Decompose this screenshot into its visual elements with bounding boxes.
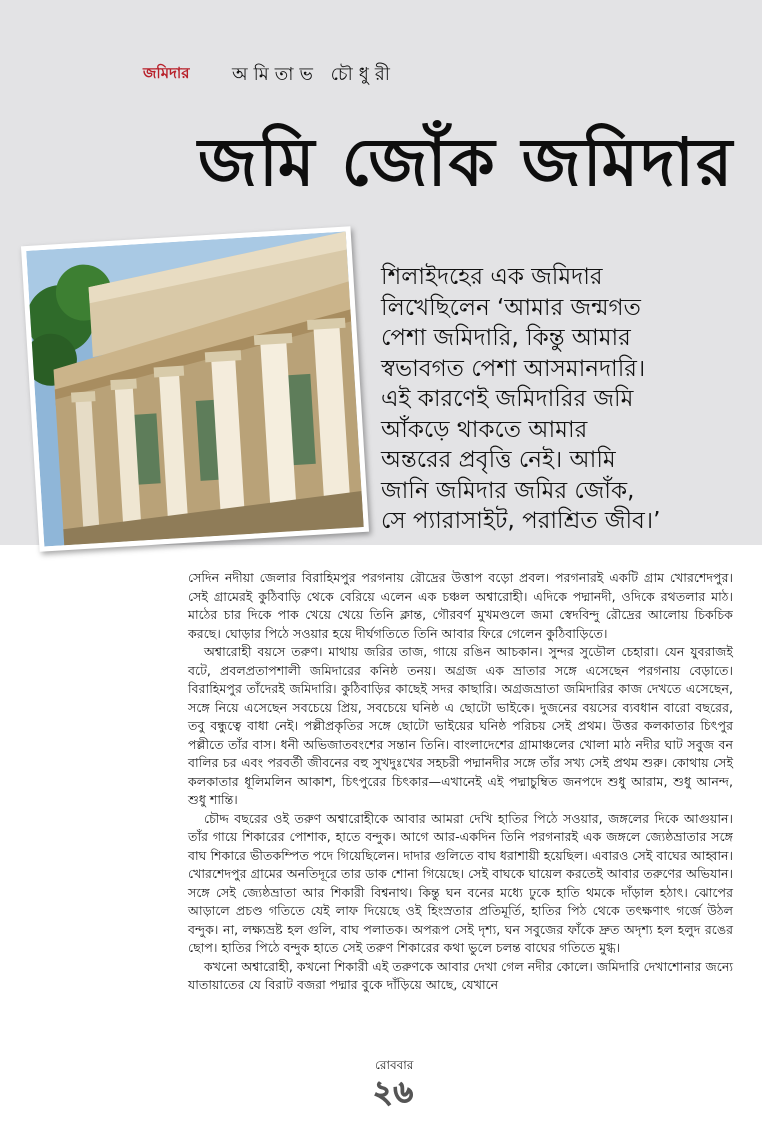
author-name: অমিতাভ চৌধুরী <box>232 64 396 85</box>
body-paragraph: অশ্বারোহী বয়সে তরুণ। মাথায় জরির তাজ, গায়ে রঙিন আচকান। সুন্দর সুডৌল চেহারা। যেন যুবরাজই বটে, প্রবলপ্রতাপশালী জমিদারের কনিষ্ঠ তনয়। অগ্রজ এক ভ্রাতার সঙ্গে এসেছেন পরগনায় বেড়াতে। বিরাহিমপুর তাঁদেরই জমিদারি। কুঠিবাড়ির কাছেই সদর কাছারি। অগ্রজভ্রাতা জমিদারির কাজ দেখতে এসেছেন, সঙ্গে নিয়ে এসেছেন সবচেয়ে প্রিয়, সবচেয়ে ঘনিষ্ঠ এ ছোটো ভাইকে। দুজনের বয়সের ব্যবধান বারো বছরের, তবু বন্ধুত্বে বাধা নেই। পল্লীপ্রকৃতির সঙ্গে ছোটো ভাইয়ের ঘনিষ্ঠ পরিচয় সেই প্রথম। উত্তর কলকাতার চিৎপুর পল্লীতে তাঁর বাস। ধনী অভিজাতবংশের সন্তান তিনি। বাংলাদেশের গ্রামাঞ্চলের খোলা মাঠ নদীর ঘাট সবুজ বন বালির চর এবং পরবর্তী জীবনের বহু সুখদুঃখের সহচরী পদ্মানদীর সঙ্গে তাঁর সখ্য সেই প্রথম শুরু। কোথায় সেই কলকাতার ধূলিমলিন আকাশ, চিৎপুরের চিৎকার—এখানেই এই পদ্মাচুম্বিত জনপদে শুধু আরাম, শুধু আনন্দ, শুধু শান্তি। <box>188 644 733 807</box>
pull-quote <box>381 262 753 537</box>
article-headline: জমি জোঁক জমিদার <box>198 124 735 201</box>
pull-quote-line: শিলাইদহের এক জমিদার <box>381 264 603 290</box>
pull-quote-line: এই কারণেই জমিদারির জমি <box>381 386 634 412</box>
zamindar-house-photo <box>21 226 369 552</box>
footer-day-label: রোববার <box>375 1058 414 1072</box>
pull-quote-line: আঁকড়ে থাকতে আমার <box>381 416 588 443</box>
pull-quote-line: পেশা জমিদারি, কিন্তু আমার <box>381 325 631 351</box>
pull-quote-line: সে প্যারাসাইট, পরাশ্রিত জীব।’ <box>381 508 661 534</box>
pull-quote-line: অন্তরের প্রবৃত্তি নেই। আমি <box>381 447 616 473</box>
section-tag: জমিদার <box>143 64 190 82</box>
pull-quote-line: স্বভাবগত পেশা আসমানদারি। <box>381 355 646 382</box>
page-number: ২৬ <box>373 1075 415 1110</box>
body-paragraph: চৌদ্দ বছরের ওই তরুণ অশ্বারোহীকে আবার আমরা দেখি হাতির পিঠে সওয়ার, জঙ্গলের দিকে আগুয়ান। তাঁর গায়ে শিকারের পোশাক, হাতে বন্দুক। আগে আর-একদিন তিনি পরগনারই এক জঙ্গলে জ্যেষ্ঠভ্রাতার সঙ্গে বাঘ শিকারে ভীতকম্পিত পদে গিয়েছিলেন। দাদার গুলিতে বাঘ ধরাশায়ী হয়েছিল। এবারও সেই বাঘের আহ্বান। খোরশেদপুর গ্রামের অনতিদূরে তার ডাক শোনা গিয়েছে। সেই বাঘকে ঘায়েল করতেই আবার তরুণের অভিযান। সঙ্গে সেই জ্যেষ্ঠভ্রাতা আর শিকারী বিশ্বনাথ। কিন্তু ঘন বনের মধ্যে ঢুকে হাতি থমকে দাঁড়াল হঠাৎ। ঝোপের আড়ালে প্রচণ্ড গতিতে যেই লাফ দিয়েছে ওই হিংস্রতার প্রতিমূর্তি, হাতির পিঠ থেকে তৎক্ষণাৎ গর্জে উঠল বন্দুক। না, লক্ষ্যভ্রষ্ট হল গুলি, বাঘ পলাতক। অপরূপ সেই দৃশ্য, ঘন সবুজের ফাঁকে দ্রুত অদৃশ্য হল হলুদ রঙের ছোপ। হাতির পিঠে বন্দুক হাতে সেই তরুণ শিকারের কথা ভুলে চলন্ত বাঘের গতিতে মুগ্ধ। <box>188 810 733 955</box>
building-illustration <box>26 232 363 547</box>
pull-quote-line: জানি জমিদার জমির জোঁক, <box>381 477 635 504</box>
pull-quote-line: লিখেছিলেন ‘আমার জন্মগত <box>381 294 641 321</box>
body-paragraph: সেদিন নদীয়া জেলার বিরাহিমপুর পরগনায় রৌদ্রের উত্তাপ বড়ো প্রবল। পরগনারই একটি গ্রাম খোরশেদপুর। সেই গ্রামেরই কুঠিবাড়ি থেকে বেরিয়ে এলেন এক চঞ্চল অশ্বারোহী। এদিকে পদ্মানদী, ওদিকে রথতলার মাঠ। মাঠের চার দিকে পাক খেয়ে খেয়ে তিনি ক্লান্ত, গৌরবর্ণ মুখমণ্ডলে জমা স্বেদবিন্দু রৌদ্রের আলোয় চিকচিক করছে। ঘোড়ার পিঠে সওয়ার হয়ে দীর্ঘগতিতে তিনি আবার ফিরে গেলেন কুঠিবাড়িতে। <box>188 570 733 641</box>
article-body <box>188 569 733 995</box>
body-paragraph: কখনো অশ্বারোহী, কখনো শিকারী এই তরুণকে আবার দেখা গেল নদীর কোলে। জমিদারি দেখাশোনার জন্যে যাতায়াতের যে বিরাট বজরা পদ্মার বুকে দাঁড়িয়ে আছে, যেখানে <box>188 958 733 992</box>
page-edge <box>762 0 770 1135</box>
